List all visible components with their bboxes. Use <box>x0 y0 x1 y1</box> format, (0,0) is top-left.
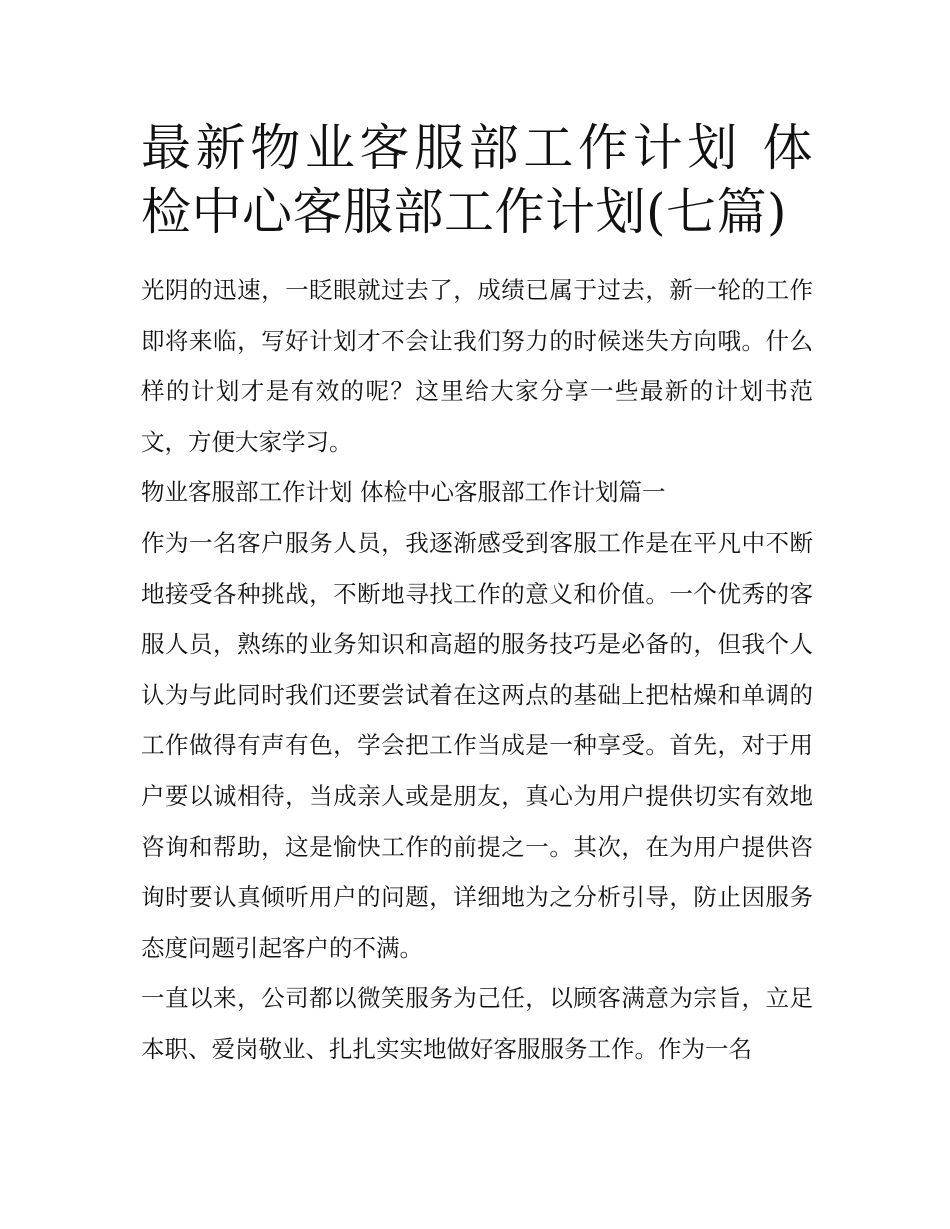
section-heading: 物业客服部工作计划 体检中心客服部工作计划篇一 <box>141 478 666 507</box>
body-paragraph: 作为一名客户服务人员，我逐渐感受到客服工作是在平凡中不断地接受各种挑战，不断地寻找工作的意义和价值。一个优秀的客服人员，熟练的业务知识和高超的服务技巧是必备的，但我个人认为与此同时我们还要尝试着在这两点的基础上把枯燥和单调的工作做得有声有色，学会把工作当成是一种享受。首先，对于用户要以诚相待，当成亲人或是朋友，真心为用户提供切实有效地咨询和帮助，这是愉快工作的前提之一。其次，在为用户提供咨询时要认真倾听用户的问题，详细地为之分析引导，防止因服务态度问题引起客户的不满。 <box>141 528 813 962</box>
document-title: 最新物业客服部工作计划 体检中心客服部工作计划(七篇) <box>141 119 813 241</box>
body-paragraph: 一直以来，公司都以微笑服务为己任，以顾客满意为宗旨，立足本职、爱岗敬业、扎扎实实地做好客服服务工作。作为一名 <box>141 984 813 1063</box>
intro-paragraph: 光阴的迅速，一眨眼就过去了，成绩已属于过去，新一轮的工作即将来临，写好计划才不会让我们努力的时候迷失方向哦。什么样的计划才是有效的呢？这里给大家分享一些最新的计划书范文，方便大家学习。 <box>141 276 813 456</box>
document-body <box>141 116 813 1075</box>
